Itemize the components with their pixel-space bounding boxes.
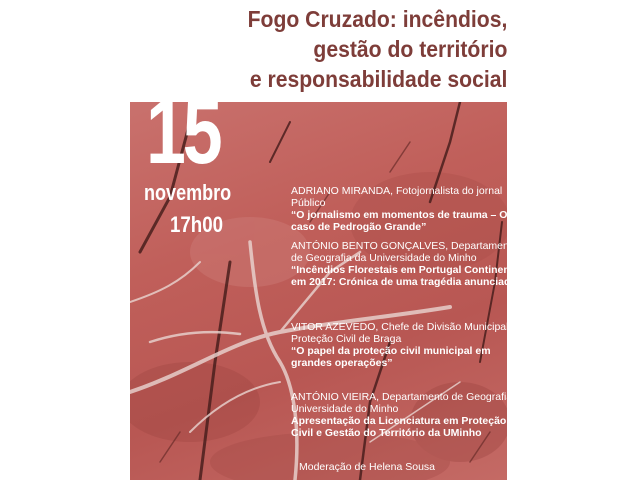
speaker-item: [291, 391, 531, 439]
event-title-line-3: e responsabilidade social: [249, 66, 507, 92]
speaker-item: [291, 240, 531, 288]
speaker-item: [291, 321, 531, 369]
speaker-name-affiliation: ADRIANO MIRANDA, Fotojornalista do jornal Público: [291, 185, 503, 209]
speaker-talk-title: Apresentação da Licenciatura em Proteção Civil e Gestão do Território da UMinho: [291, 415, 507, 439]
event-title: [247, 4, 507, 94]
event-month: novembro: [144, 180, 232, 205]
speaker-name-affiliation: ANTÓNIO BENTO GONÇALVES, Departamento de Geografia da Universidade do Minho: [291, 240, 518, 264]
event-title-line-2: gestão do território: [313, 36, 507, 62]
speaker-item: [291, 185, 531, 233]
speaker-name-affiliation: VITOR AZEVEDO, Chefe de Divisão Municipal da Proteção Civil de Braga: [291, 321, 524, 345]
speaker-talk-title: “O papel da proteção civil municipal em grandes operações”: [291, 345, 491, 369]
event-title-line-1: Fogo Cruzado: incêndios,: [247, 6, 507, 32]
speaker-talk-title: “Incêndios Florestais em Portugal Continental em 2017: Crónica de uma tragédia anunciada”: [291, 264, 523, 288]
event-time: 17h00: [170, 212, 224, 237]
event-day: 15: [146, 81, 220, 183]
speaker-talk-title: “O jornalismo em momentos de trauma – O caso de Pedrogão Grande”: [291, 209, 508, 233]
speaker-name-affiliation: ANTÓNIO VIEIRA, Departamento de Geografia da Universidade do Minho: [291, 391, 527, 415]
moderation-credit: Moderação de Helena Sousa: [299, 461, 436, 473]
